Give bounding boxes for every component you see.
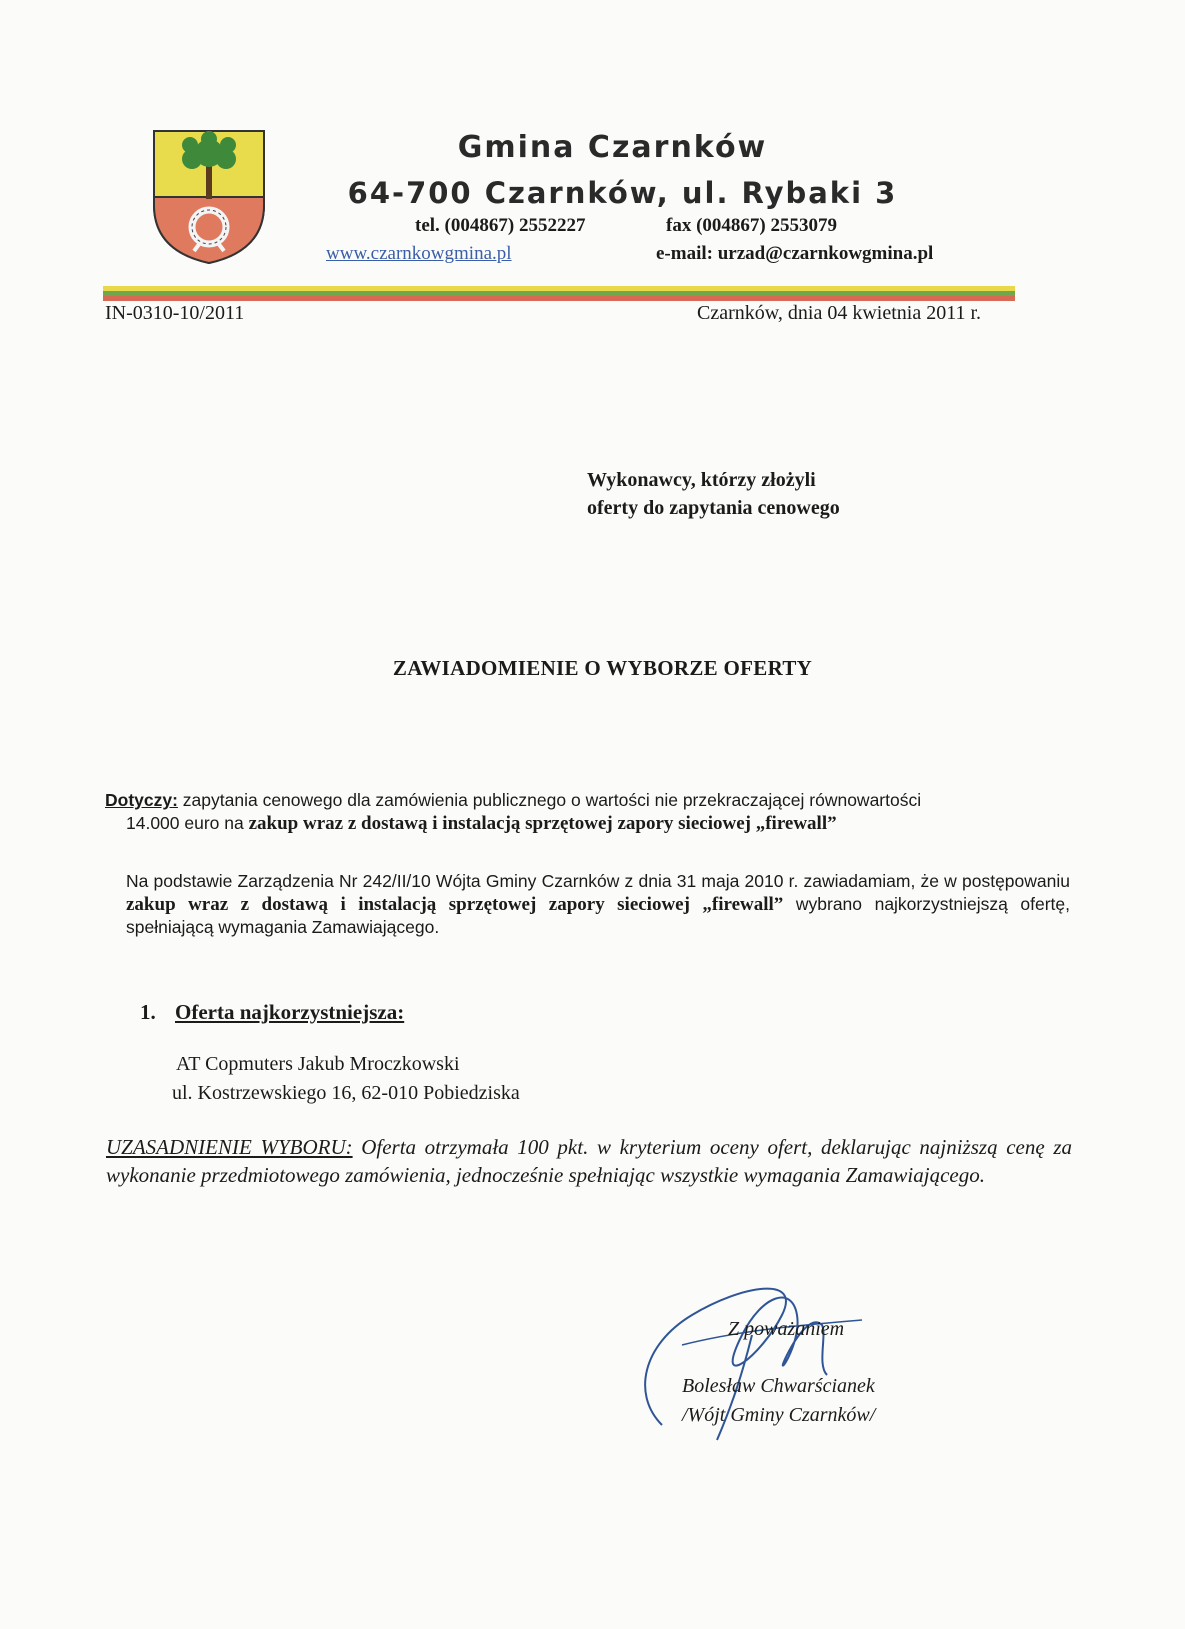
justification-paragraph	[106, 1133, 1072, 1189]
subject-line-1	[105, 789, 1070, 812]
justification-label: UZASADNIENIE WYBORU:	[106, 1135, 353, 1159]
website-link[interactable]: www.czarnkowgmina.pl	[326, 243, 512, 264]
recipient-block	[587, 466, 840, 522]
subject-text-2: 14.000 euro na	[126, 813, 249, 833]
municipality-title: Gmina Czarnków	[457, 130, 768, 165]
fax-number: fax (004867) 2553079	[666, 215, 837, 236]
subject-label: Dotyczy:	[105, 790, 178, 810]
recipient-line-1: Wykonawcy, którzy złożyli	[587, 469, 816, 491]
recipient-line-2: oferty do zapytania cenowego	[587, 497, 840, 519]
document-title: ZAWIADOMIENIE O WYBORZE OFERTY	[392, 656, 813, 680]
document-date: Czarnków, dnia 04 kwietnia 2011 r.	[697, 302, 982, 324]
offer-item-number: 1.	[140, 1000, 156, 1024]
reference-number: IN-0310-10/2011	[105, 302, 245, 324]
phone-number: tel. (004867) 2552227	[415, 215, 586, 236]
email-address: e-mail: urzad@czarnkowgmina.pl	[656, 243, 934, 264]
municipality-address: 64-700 Czarnków, ul. Rybaki 3	[347, 176, 898, 210]
signatory-name: Bolesław Chwarścianek	[682, 1375, 875, 1397]
subject-line-2	[126, 812, 1070, 835]
header-divider-stripes	[103, 286, 1015, 302]
justification-text: Oferta otrzymała 100 pkt. w kryterium oceny ofert, deklarując najniższą cenę za wykonanie przedmiotowego zamówienia, jednocześnie spełniając wszystkie wymagania Zamawiającego.	[106, 1135, 1072, 1187]
winning-company-name: AT Copmuters Jakub Mroczkowski	[176, 1053, 460, 1075]
signatory-title: /Wójt Gminy Czarnków/	[682, 1404, 876, 1426]
winning-company-address: ul. Kostrzewskiego 16, 62-010 Pobiedziska	[172, 1082, 520, 1104]
paragraph-text-1: Na podstawie Zarządzenia Nr 242/II/10 Wójta Gminy Czarnków z dnia 31 maja 2010 r. zawiadamiam, że w postępowaniu	[126, 871, 1070, 891]
notice-paragraph	[126, 870, 1070, 939]
paragraph-bold-text: zakup wraz z dostawą i instalacją sprzętowej zapory sieciowej „firewall”	[126, 894, 784, 915]
closing-phrase: Z poważaniem	[728, 1318, 845, 1340]
offer-heading: Oferta najkorzystniejsza:	[175, 1000, 405, 1024]
subject-bold-text: zakup wraz z dostawą i instalacją sprzętowej zapory sieciowej „firewall”	[248, 813, 837, 834]
subject-text-1: zapytania cenowego dla zamówienia publicznego o wartości nie przekraczającej równowartości	[177, 790, 922, 810]
paragraph-text-2: wybrano najkorzystniejszą ofertę, spełniającą wymagania Zamawiającego.	[126, 894, 1071, 937]
